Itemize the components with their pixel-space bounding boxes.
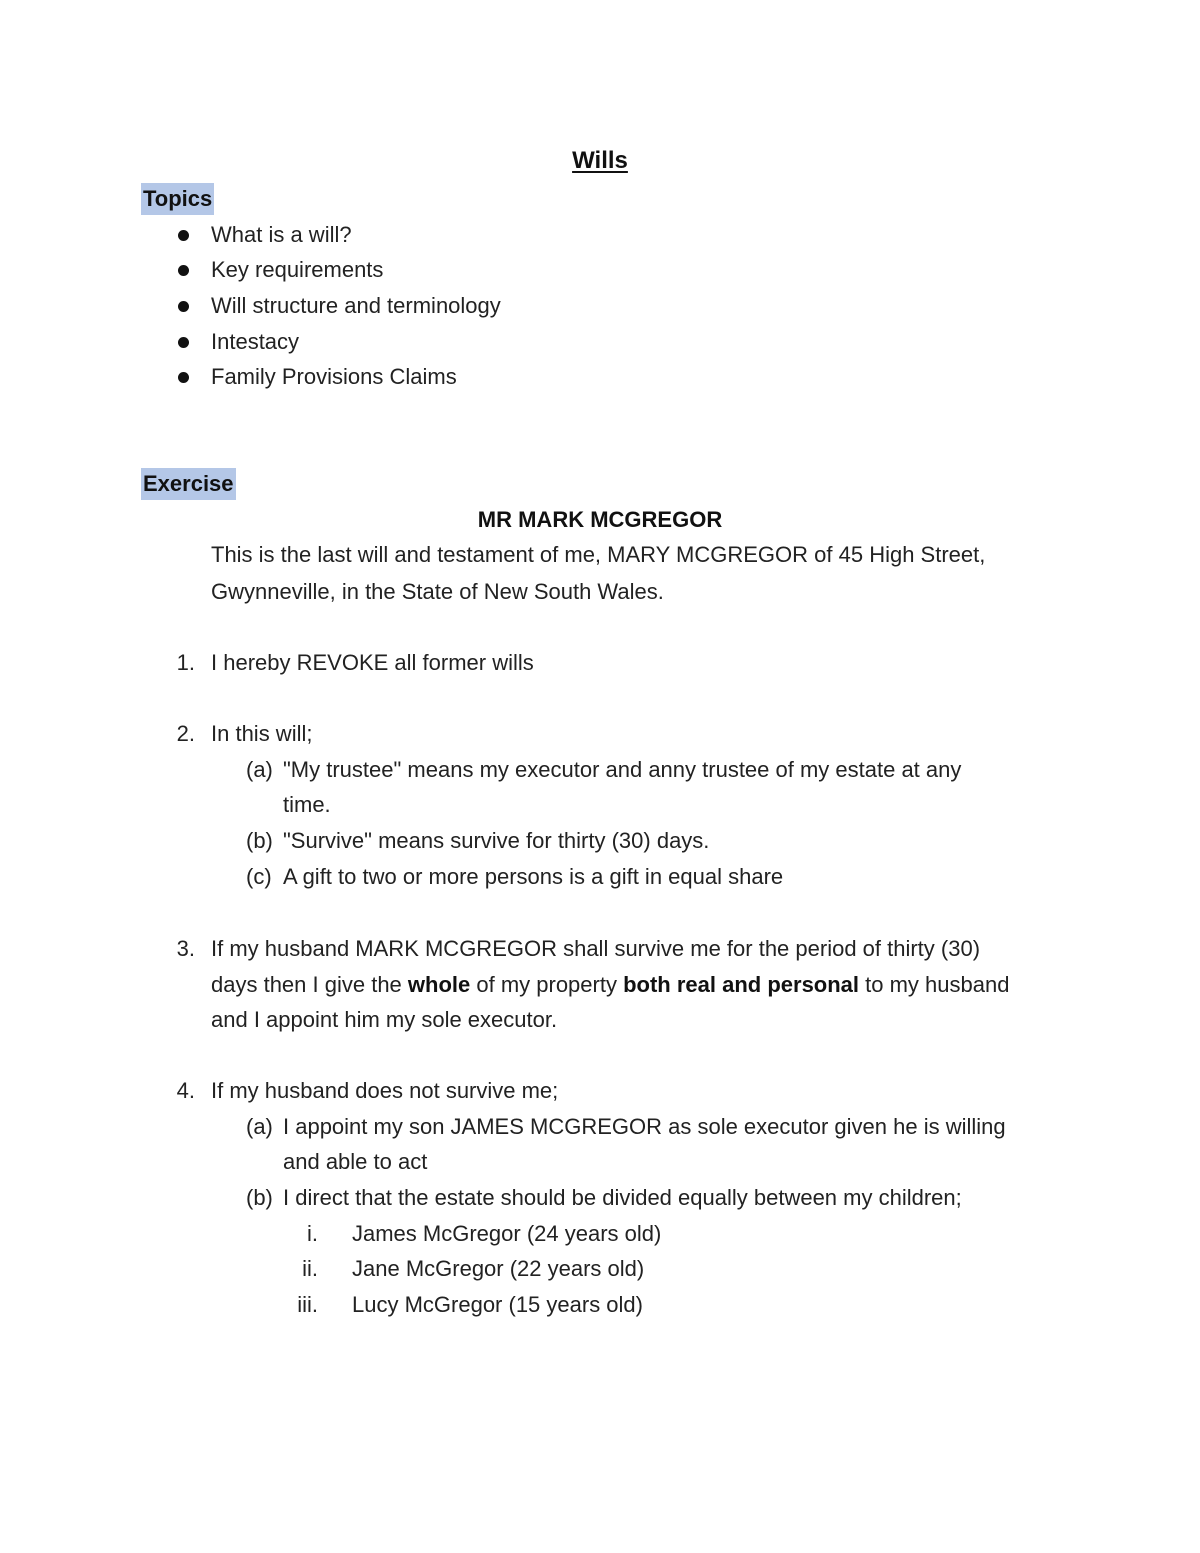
subclause-text: I direct that the estate should be divided equally between my children; (283, 1185, 962, 1210)
will-intro-line: Gwynneville, in the State of New South Wales. (211, 579, 664, 604)
subclause-text: I appoint my son JAMES MCGREGOR as sole executor given he is willing (283, 1114, 1006, 1139)
will-heading: MR MARK MCGREGOR (477, 507, 723, 532)
child-item: Jane McGregor (22 years old) (352, 1256, 645, 1281)
child-item: James McGregor (24 years old) (352, 1221, 662, 1246)
subclause-text: "Survive" means survive for thirty (30) days. (283, 828, 710, 853)
bold-whole: whole (407, 972, 471, 997)
topics-heading: Topics (141, 183, 214, 215)
roman-numeral: i. (307, 1221, 318, 1246)
clause-text: I hereby REVOKE all former wills (211, 650, 534, 675)
clause-number: 3. (176, 936, 195, 961)
will-intro-line: This is the last will and testament of me, MARY MCGREGOR of 45 High Street, (211, 542, 986, 567)
subclause-label: (a) (246, 757, 273, 782)
subclause-label: (b) (246, 1185, 273, 1210)
list-item-text: Will structure and terminology (211, 293, 501, 318)
clause-text: and I appoint him my sole executor. (211, 1007, 558, 1032)
list-item-text: Intestacy (211, 329, 300, 354)
clause-text: If my husband does not survive me; (211, 1078, 559, 1103)
list-item-text: Family Provisions Claims (211, 364, 457, 389)
clause-text: If my husband MARK MCGREGOR shall survive me for the period of thirty (30) (211, 936, 981, 961)
roman-numeral: iii. (297, 1292, 318, 1317)
bullet-icon (178, 265, 189, 276)
list-item-text: Key requirements (211, 257, 384, 282)
subclause-label: (a) (246, 1114, 273, 1139)
subclause-label: (c) (246, 864, 272, 889)
subclause-text: time. (283, 792, 331, 817)
bold-real-personal: both real and personal (623, 972, 860, 997)
clause-number: 4. (176, 1078, 195, 1103)
clause-number: 2. (176, 721, 195, 746)
bullet-icon (178, 337, 189, 348)
exercise-heading: Exercise (141, 468, 236, 500)
roman-numeral: ii. (302, 1256, 318, 1281)
subclause-text: A gift to two or more persons is a gift in equal share (283, 864, 784, 889)
subclause-label: (b) (246, 828, 273, 853)
bullet-icon (178, 230, 189, 241)
clause-text-line: days then I give the whole of my property both real and personal to my husband (211, 972, 1010, 997)
clause-text: In this will; (211, 721, 313, 746)
bullet-icon (178, 372, 189, 383)
child-item: Lucy McGregor (15 years old) (352, 1292, 643, 1317)
bullet-icon (178, 301, 189, 312)
clause-number: 1. (176, 650, 195, 675)
subclause-text: and able to act (283, 1149, 428, 1174)
subclause-text: "My trustee" means my executor and anny trustee of my estate at any (283, 757, 962, 782)
list-item-text: What is a will? (211, 222, 352, 247)
document-title: Wills (572, 147, 628, 174)
